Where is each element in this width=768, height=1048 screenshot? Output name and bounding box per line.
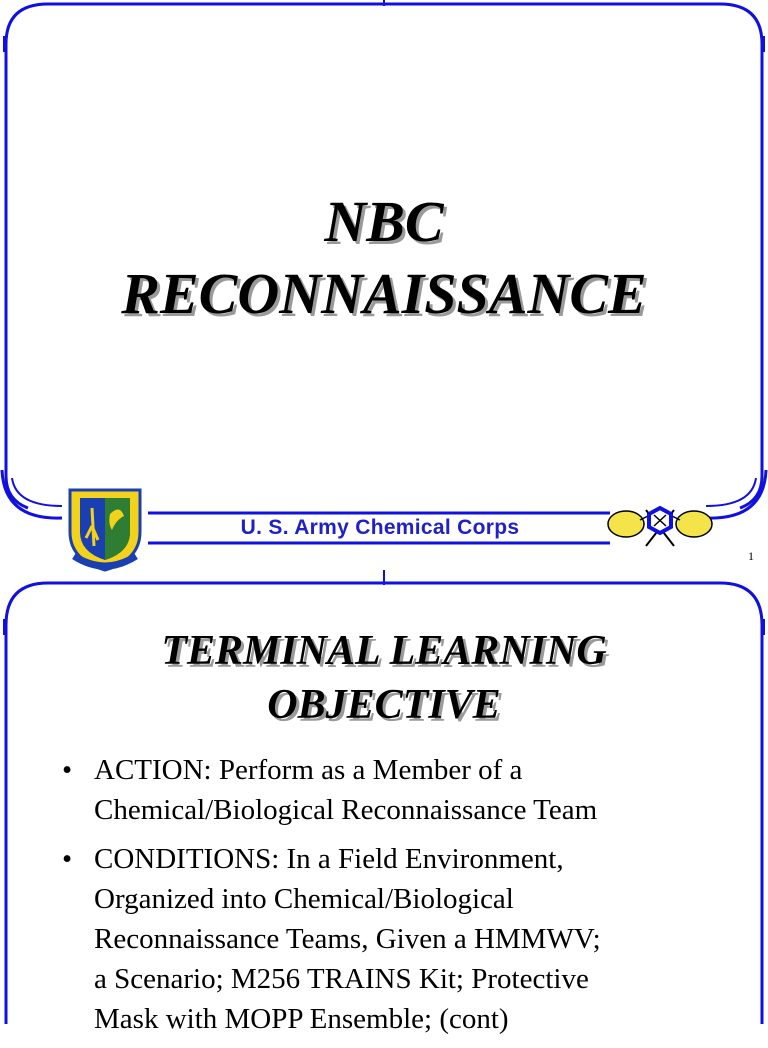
bullet-dot-icon: • [62,754,73,786]
footer-corps-label: U. S. Army Chemical Corps [240,516,520,539]
bullet-conditions-line-2: Organized into Chemical/Biological [94,883,514,915]
slide-2-title-line-2: OBJECTIVE [267,682,501,728]
slide-2-title [0,624,768,732]
bullet-conditions-line-3: Reconnaissance Teams, Given a HMMWV; [94,923,601,955]
slide-1-title [0,186,768,330]
bullet-conditions-line-1: CONDITIONS: In a Field Environment, [94,843,564,875]
retorts-benzene-emblem-icon [604,502,716,552]
bullet-conditions-line-4: a Scenario; M256 TRAINS Kit; Protective [94,963,589,995]
bullet-conditions [62,839,752,1039]
slide-1-page-number: 1 [748,549,754,563]
bullet-action [62,750,752,830]
bullet-conditions-line-5: Mask with MOPP Ensemble; (cont) [94,1003,509,1035]
slide-1-title-line-2: RECONNAISSANCE [121,261,647,326]
bullet-dot-icon: • [62,843,73,875]
slide-2-title-line-1: TERMINAL LEARNING [161,628,607,674]
bullet-action-line-1: ACTION: Perform as a Member of a [94,754,523,786]
objective-bullet-list [62,750,752,1048]
bullet-action-line-2: Chemical/Biological Reconnaissance Team [94,794,598,826]
chemical-corps-crest-icon [64,486,146,572]
slide-1-title-line-1: NBC [324,189,444,254]
